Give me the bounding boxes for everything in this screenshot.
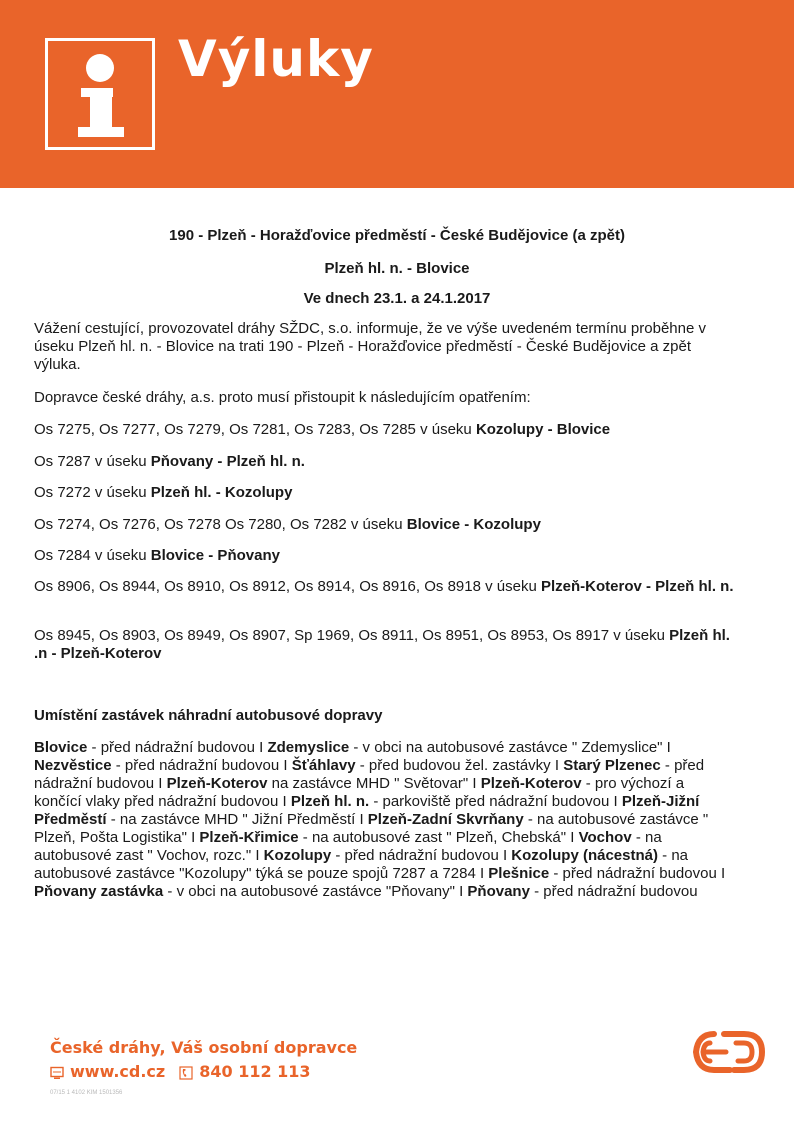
measure-item: Os 7275, Os 7277, Os 7279, Os 7281, Os 7283, Os 7285 v úseku Kozolupy - Blovice — [34, 421, 611, 438]
cd-logo — [690, 1026, 768, 1083]
website-link[interactable]: www.cd.cz — [70, 1062, 166, 1081]
measures-intro: Dopravce české dráhy, a.s. proto musí přistoupit k následujícím opatřením: — [34, 389, 531, 406]
monitor-icon — [50, 1065, 64, 1079]
info-icon — [45, 38, 155, 150]
header-title: Výluky — [178, 30, 374, 88]
measure-item: Os 7274, Os 7276, Os 7278 Os 7280, Os 7282 v úseku Blovice - Kozolupy — [34, 516, 541, 533]
stops-paragraph: Blovice - před nádražní budovou I Zdemyslice - v obci na autobusové zastávce " Zdemyslice" I Nezvěstice - před nádražní budovou I Šťáhlavy - před budovou žel. zastávky I Starý Plzenec - před nádražní budovou I Plzeň-Koterov na zastávce MHD " Světovar" I Plzeň-Koterov - pro výchozí a končící vlaky před nádražní budovou I Plzeň hl. n. - parkoviště před nádražní budovou I Plzeň-Jižní Předměstí - na zastávce MHD " Jižní Předměstí I Plzeň-Zadní Skvrňany - na autobusové zastávce " Plzeň, Pošta Logistika" I Plzeň-Křimice - na autobusové zast " Plzeň, Chebská" I Vochov - na autobusové zast " Vochov, rozc." I Kozolupy - před nádražní budovou I Kozolupy (nácestná) - na autobusové zastávce "Kozolupy" týká se pouze spojů 7287 a 7284 I Plešnice - před nádražní budovou I Pňovany zastávka - v obci na autobusové zastávce "Pňovany" I Pňovany - před nádražní budovou — [34, 739, 726, 900]
intro-paragraph: Vážení cestující, provozovatel dráhy SŽDC, s.o. informuje, že ve výše uvedeném termínu proběhne v úseku Plzeň hl. n. - Blovice na trati 190 - Plzeň - Horažďovice předměstí - České Budějovice a zpět výluka. — [34, 320, 706, 373]
measure-item: Os 8945, Os 8903, Os 8949, Os 8907, Sp 1969, Os 8911, Os 8951, Os 8953, Os 8917 v úseku Plzeň hl. .n - Plzeň-Koterov — [34, 627, 730, 662]
phone-icon — [179, 1065, 193, 1079]
measure-item: Os 7287 v úseku Pňovany - Plzeň hl. n. — [34, 453, 305, 470]
measure-item: Os 7284 v úseku Blovice - Pňovany — [34, 547, 280, 564]
measure-item: Os 8906, Os 8944, Os 8910, Os 8912, Os 8914, Os 8916, Os 8918 v úseku Plzeň-Koterov - Plzeň hl. n. — [34, 578, 734, 595]
closure-dates: Ve dnech 23.1. a 24.1.2017 — [303, 290, 491, 307]
section-route: Plzeň hl. n. - Blovice — [324, 260, 470, 277]
header-banner — [0, 0, 794, 188]
stops-title: Umístění zastávek náhradní autobusové dopravy — [34, 707, 383, 724]
line-title: 190 - Plzeň - Horažďovice předměstí - České Budějovice (a zpět) — [169, 227, 625, 244]
print-code: 07/15 1 4102 KIM 1501356 — [50, 1090, 123, 1096]
measure-item: Os 7272 v úseku Plzeň hl. - Kozolupy — [34, 484, 293, 501]
footer-slogan: České dráhy, Váš osobní dopravce — [50, 1038, 358, 1057]
footer-contacts — [50, 1062, 311, 1081]
phone-number: 840 112 113 — [199, 1062, 311, 1081]
